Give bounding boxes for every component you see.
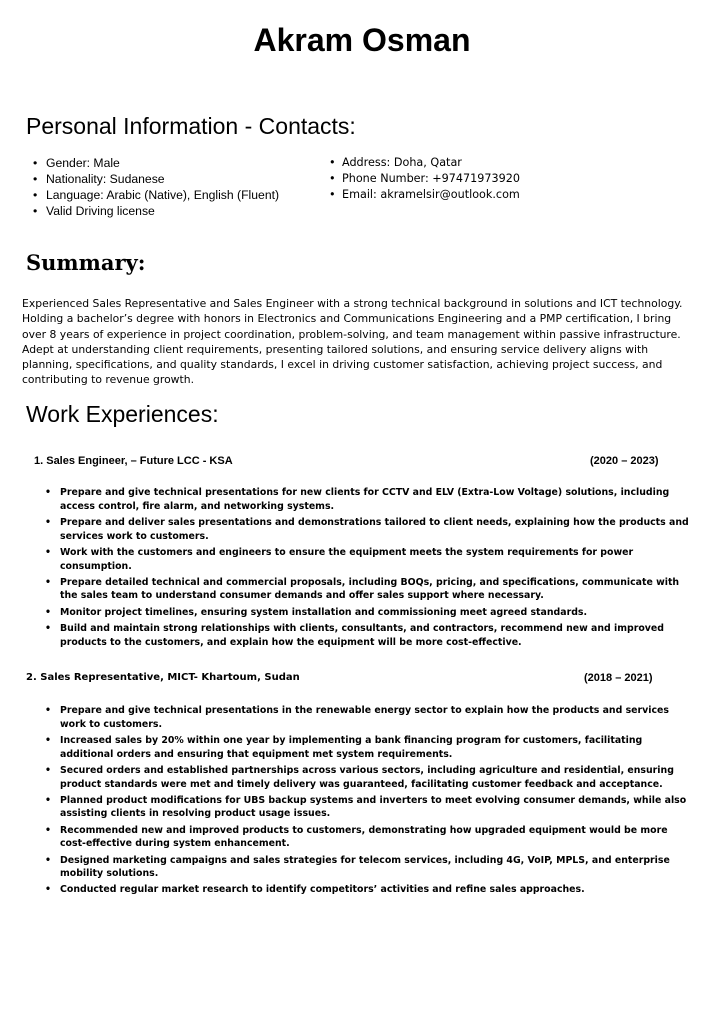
personal-info-heading: Personal Information - Contacts: [26,113,356,139]
address-item: • Address: Doha, Qatar [329,155,520,171]
candidate-name: Akram Osman [253,22,471,58]
duty-item: • Increased sales by 20% within one year by implementing a bank financing program for customers, facilitating additional orders and ensuring that equipment met system requirements. [44,734,692,761]
job-title: 1. Sales Engineer, – Future LCC - KSA [34,455,233,467]
work-experience-heading: Work Experiences: [26,401,219,427]
contact-list [329,155,520,203]
duty-item: • Prepare detailed technical and commercial proposals, including BOQs, pricing, and specifications, communicate with the sales team to understand consumer demands and offer sales support where necessary. [44,576,692,603]
summary-paragraph: Experienced Sales Representative and Sales Engineer with a strong technical background in solutions and ICT technology. Holding a bachelor’s degree with honors in Electronics and Communications Engineering and a PMP certification, I bring over 8 years of experience in project coordination, problem-solving, and team management within passive infrastructure. Adept at understanding client requirements, presenting tailored solutions, and ensuring service delivery aligns with planning, specifications, and quality standards, I excel in driving customer satisfaction, achieving project success, and contributing to revenue growth. [22,297,683,387]
duty-item: • Prepare and deliver sales presentations and demonstrations tailored to client needs, explaining how the products and services work to customers. [44,516,692,543]
duty-item: • Planned product modifications for UBS backup systems and inverters to meet evolving consumer demands, while also assisting clients in resolving product usage issues. [44,794,692,821]
personal-info-list [33,155,279,219]
duty-item: • Designed marketing campaigns and sales strategies for telecom services, including 4G, VoIP, MPLS, and enterprise mobility solutions. [44,854,692,881]
duty-item: • Conducted regular market research to identify competitors’ activities and refine sales approaches. [44,883,692,897]
duty-item: • Recommended new and improved products to customers, demonstrating how upgraded equipment would be more cost-effective during system enhancement. [44,824,692,851]
job-duties-list [44,486,692,652]
job-title: 2. Sales Representative, MICT- Khartoum, Sudan [26,672,300,683]
phone-item: • Phone Number: +97471973920 [329,171,520,187]
language-item: • Language: Arabic (Native), English (Fluent) [33,187,279,203]
duty-item: • Work with the customers and engineers to ensure the equipment meets the system requirements for power consumption. [44,546,692,573]
gender-item: • Gender: Male [33,155,279,171]
email-item: • Email: akramelsir@outlook.com [329,187,520,203]
driving-license-item: • Valid Driving license [33,203,279,219]
job-dates: (2018 – 2021) [584,672,653,684]
duty-item: • Prepare and give technical presentations in the renewable energy sector to explain how the products and services work to customers. [44,704,692,731]
duty-item: • Prepare and give technical presentations for new clients for CCTV and ELV (Extra-Low Voltage) solutions, including access control, fire alarm, and networking systems. [44,486,692,513]
nationality-item: • Nationality: Sudanese [33,171,279,187]
duty-item: • Build and maintain strong relationships with clients, consultants, and contractors, recommend new and improved products to the customers, and explain how the equipment will be more cost-effective. [44,622,692,649]
duty-item: • Monitor project timelines, ensuring system installation and commissioning meet agreed standards. [44,606,692,620]
job-duties-list [44,704,692,900]
duty-item: • Secured orders and established partnerships across various sectors, including agriculture and residential, ensuring product standards were met and timely delivery was guaranteed, facilitating customer feedback and acceptance. [44,764,692,791]
summary-heading: Summary: [26,250,146,275]
job-dates: (2020 – 2023) [590,455,659,467]
